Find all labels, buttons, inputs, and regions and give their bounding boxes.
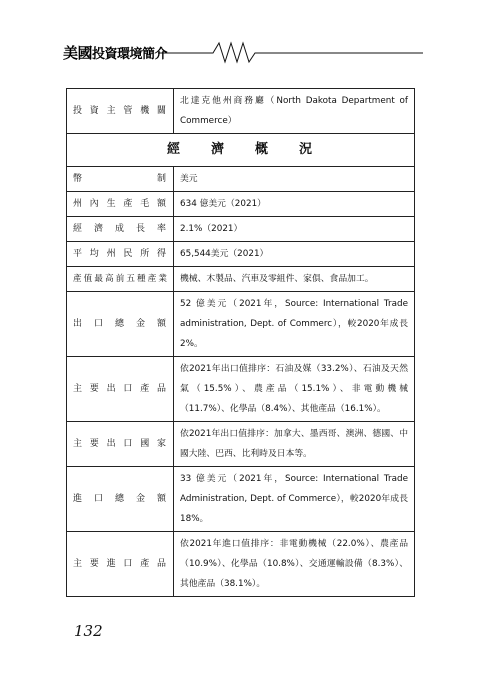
row-value: 北達克他州商務廳（North Dakota Department of Commerce）: [174, 89, 415, 134]
page-header: [63, 40, 423, 64]
row-value: 依2021年出口值排序：加拿大、墨西哥、澳洲、德國、中國大陸、巴西、比利時及日本等。: [174, 422, 415, 467]
table-row: [67, 292, 415, 357]
section-title: 經 濟 概 況: [67, 134, 415, 167]
page-number: 132: [74, 622, 103, 640]
row-value: 2.1%（2021）: [174, 217, 415, 242]
row-label: 主 要 進 口 產 品: [67, 532, 174, 597]
row-value: 33 億美元（2021年，Source: International Trade Administration, Dept. of Commerce），較2020年成長18%。: [174, 467, 415, 532]
table-row: [67, 89, 415, 134]
row-label: 平 均 州 民 所 得: [67, 242, 174, 267]
section-row: [67, 134, 415, 167]
table-row: [67, 467, 415, 532]
row-label: 出 口 總 金 額: [67, 292, 174, 357]
row-label: 進 口 總 金 額: [67, 467, 174, 532]
row-label: 州 內 生 產 毛 額: [67, 192, 174, 217]
table-row: [67, 167, 415, 192]
row-label: 主 要 出 口 國 家: [67, 422, 174, 467]
table-row: [67, 192, 415, 217]
row-value: 機械、木製品、汽車及零組件、家俱、食品加工。: [174, 267, 415, 292]
table-row: [67, 217, 415, 242]
header-title-big: 美國: [63, 44, 93, 62]
row-label: 產值最高前五種產業: [67, 267, 174, 292]
table-row: [67, 357, 415, 422]
row-value: 依2021年出口值排序：石油及媒（33.2%）、石油及天然氣（15.5%）、農產品（15.1%）、非電動機械（11.7%）、化學品（8.4%）、其他產品（16.1%）。: [174, 357, 415, 422]
row-value: 52 億美元（2021年，Source: International Trade administration, Dept. of Commerc），較2020年成長2%。: [174, 292, 415, 357]
row-label: 經 濟 成 長 率: [67, 217, 174, 242]
row-value: 依2021年進口值排序：非電動機械（22.0%）、農產品（10.9%）、化學品（10.8%）、交通運輸設備（8.3%）、其他產品（38.1%）。: [174, 532, 415, 597]
economic-info-table: [66, 88, 415, 597]
header-title: [63, 42, 167, 63]
header-title-rest: 投資環境簡介: [92, 47, 168, 62]
table-row: [67, 532, 415, 597]
table-row: [67, 422, 415, 467]
row-value: 美元: [174, 167, 415, 192]
row-value: 634 億美元（2021）: [174, 192, 415, 217]
row-value: 65,544美元（2021）: [174, 242, 415, 267]
table-row: [67, 267, 415, 292]
row-label: 幣 制: [67, 167, 174, 192]
row-label: 投 資 主 管 機 關: [67, 89, 174, 134]
row-label: 主 要 出 口 產 品: [67, 357, 174, 422]
table-row: [67, 242, 415, 267]
